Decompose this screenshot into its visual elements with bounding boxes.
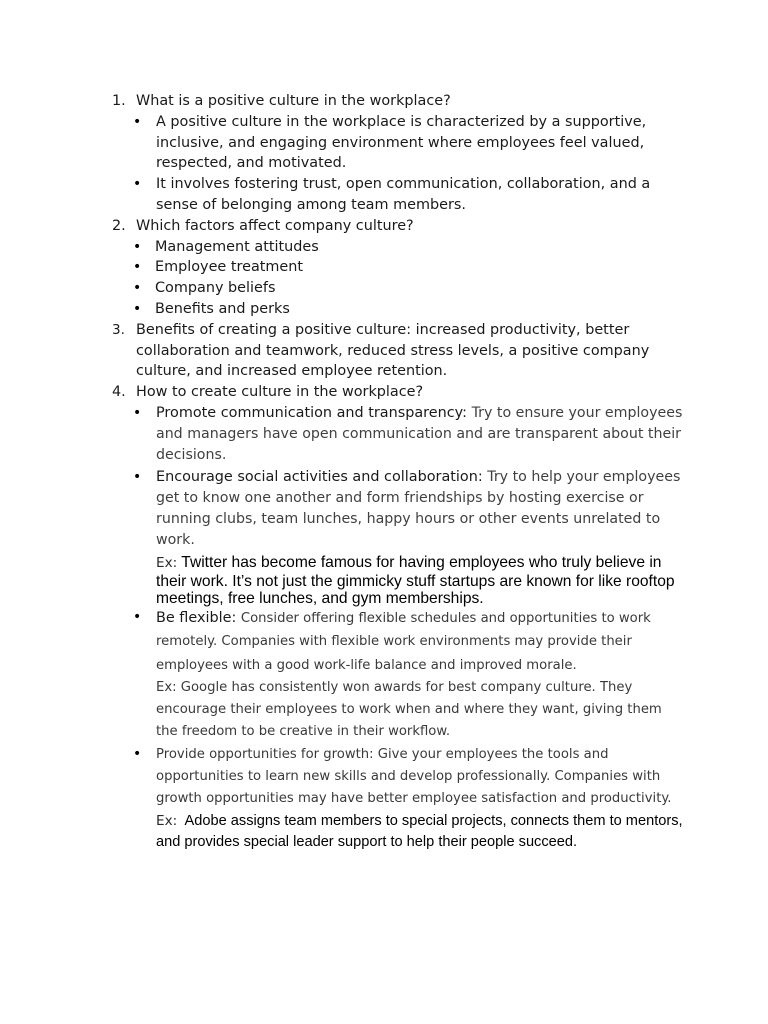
bullet-item — [112, 607, 687, 744]
bullet-text: Benefits and perks — [155, 300, 290, 317]
tip-text — [156, 607, 687, 677]
tip-example: Ex: Google has consistently won awards for best company culture. They encourage their employees to work when and where they want, giving them the freedom to be creative in their workflow. — [156, 679, 662, 740]
example-text: Twitter has become famous for having employees who truly believe in their work. It’s not just the gimmicky stuff startups are known for like rooftop meetings, free lunches, and gym memberships. — [156, 554, 675, 607]
list-item-1 — [112, 91, 687, 216]
list-item-2 — [112, 216, 687, 320]
list-number: 2. — [112, 217, 126, 234]
list-number: 4. — [112, 384, 126, 401]
bullet-glyph: • — [133, 608, 142, 625]
bullet-item — [112, 299, 687, 320]
bullet-text: A positive culture in the workplace is characterized by a supportive, inclusive, and engaging environment where employees feel valued, respected, and motivated. — [156, 113, 647, 172]
tip-example — [156, 811, 687, 854]
example-text: Adobe assigns team members to special projects, connects them to mentors, and provides special leader support to help their people succeed. — [156, 812, 683, 851]
tip-body: Provide opportunities for growth: Give your employees the tools and opportunities to learn new skills and develop professionally. Companies with growth opportunities may have better employee satisfaction and productivity. — [156, 746, 672, 807]
bullet-glyph: • — [133, 176, 142, 193]
tip-example — [156, 554, 687, 607]
tip-text — [156, 403, 687, 467]
list-question: Which factors affect company culture? — [136, 217, 414, 234]
bullet-list — [133, 403, 687, 854]
bullet-item — [112, 112, 687, 174]
example-label: Ex: — [156, 812, 178, 829]
bullet-glyph: • — [133, 113, 142, 130]
bullet-text: Management attitudes — [155, 238, 319, 255]
bullet-item — [112, 257, 687, 278]
list-paragraph: Benefits of creating a positive culture: increased productivity, better collaboration and teamwork, reduced stress levels, a positive company culture, and increased employee retention. — [136, 321, 650, 380]
bullet-glyph: • — [133, 238, 142, 255]
tip-body: Consider offering flexible schedules and opportunities to work remotely. Companies with flexible work environments may provide their employees with a good work-life balance and improved morale. — [156, 610, 651, 673]
tip-title: Be flexible: — [156, 609, 237, 626]
bullet-text: Employee treatment — [155, 259, 304, 276]
list-question: How to create culture in the workplace? — [136, 384, 424, 401]
bullet-glyph: • — [133, 259, 142, 276]
bullet-item — [112, 174, 687, 216]
bullet-glyph: • — [133, 745, 142, 762]
tip-title: Promote communication and transparency: — [156, 404, 467, 421]
bullet-glyph: • — [133, 280, 142, 297]
bullet-item — [112, 237, 687, 258]
numbered-list — [112, 91, 687, 854]
list-item-3 — [112, 320, 687, 382]
tip-text — [156, 467, 687, 552]
bullet-glyph: • — [133, 468, 142, 485]
list-number: 1. — [112, 93, 126, 109]
bullet-list — [133, 112, 687, 216]
list-item-4 — [112, 382, 687, 854]
bullet-text: It involves fostering trust, open communication, collaboration, and a sense of belonging among team members. — [156, 176, 651, 213]
example-label: Ex: — [156, 555, 178, 572]
bullet-item — [112, 467, 687, 607]
bullet-list — [133, 237, 687, 320]
list-question: What is a positive culture in the workplace? — [136, 93, 451, 109]
bullet-glyph: • — [133, 300, 142, 317]
bullet-glyph: • — [133, 404, 142, 421]
bullet-item — [112, 278, 687, 299]
bullet-item — [112, 403, 687, 467]
tip-body: Try to help your employees get to know one another and form friendships by hosting exercise or running clubs, team lunches, happy hours or other events unrelated to work. — [156, 468, 681, 549]
tip-title: Encourage social activities and collaboration: — [156, 468, 483, 485]
bullet-item — [112, 744, 687, 854]
tip-body: Try to ensure your employees and managers have open communication and are transparent about their decisions. — [156, 404, 683, 464]
list-number: 3. — [112, 321, 125, 338]
bullet-text: Company beliefs — [155, 280, 276, 297]
